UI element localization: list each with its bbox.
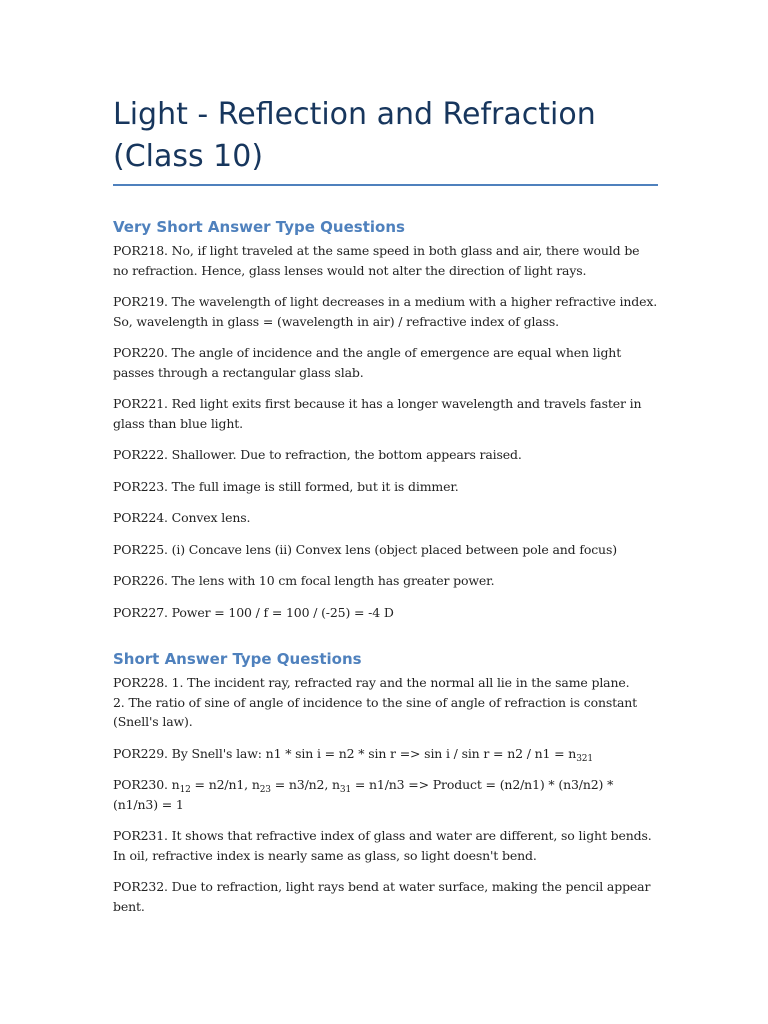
- answer-por226: POR226. The lens with 10 cm focal length has greater power.: [113, 573, 495, 588]
- document-page: [113, 94, 658, 928]
- section-heading-short: Short Answer Type Questions: [113, 650, 362, 668]
- answer-por230: [113, 775, 658, 814]
- answer-por219: POR219. The wavelength of light decreases in a medium with a higher refractive index. So, wavelength in glass = (wavelength in air) / refractive index of glass.: [113, 294, 658, 329]
- answer-por222: POR222. Shallower. Due to refraction, the bottom appears raised.: [113, 447, 522, 462]
- answer-por229-text: POR229. By Snell's law: n1 * sin i = n2 * sin r => sin i / sin r = n2 / n1 = n: [113, 745, 577, 761]
- document-title: Light - Reflection and Refraction (Class 10): [113, 97, 596, 174]
- section-heading-very-short: Very Short Answer Type Questions: [113, 218, 405, 236]
- answer-por228-line2: 2. The ratio of sine of angle of incidence to the sine of angle of refraction is constant (Snell's law).: [113, 694, 638, 729]
- answer-por221: POR221. Red light exits first because it has a longer wavelength and travels faster in glass than blue light.: [113, 396, 642, 431]
- answer-por230-part3: = n3/n2, n: [270, 777, 340, 792]
- subscript-12: 12: [179, 785, 191, 795]
- answer-por225: POR225. (i) Concave lens (ii) Convex lens (object placed between pole and focus): [113, 541, 617, 557]
- subscript-23: 23: [259, 785, 271, 795]
- answer-por229: [113, 744, 658, 764]
- answer-por218: POR218. No, if light traveled at the same speed in both glass and air, there would be no refraction. Hence, glass lenses would not alter the direction of light rays.: [113, 243, 640, 278]
- answer-por231: POR231. It shows that refractive index of glass and water are different, so light bends. In oil, refractive index is nearly same as glass, so light doesn't bend.: [113, 828, 652, 863]
- title-underline: [113, 184, 658, 186]
- answer-por232: POR232. Due to refraction, light rays bend at water surface, making the pencil appear bent.: [113, 879, 651, 914]
- subscript-321: 321: [576, 753, 593, 764]
- answer-por230-part2: = n2/n1, n: [190, 777, 260, 792]
- answer-por223: POR223. The full image is still formed, but it is dimmer.: [113, 478, 459, 494]
- answer-por228: [113, 673, 658, 732]
- answer-por224: POR224. Convex lens.: [113, 510, 251, 525]
- answer-por230-part4: = n1/n3 => Product = (n2/n1) * (n3/n2) * (n1/n3) = 1: [113, 777, 614, 812]
- answer-por227: POR227. Power = 100 / f = 100 / (-25) = -4 D: [113, 604, 394, 620]
- answer-por228-line1: POR228. 1. The incident ray, refracted ray and the normal all lie in the same plane.: [113, 675, 630, 690]
- answer-por220: POR220. The angle of incidence and the angle of emergence are equal when light passes through a rectangular glass slab.: [113, 345, 622, 380]
- subscript-31: 31: [339, 785, 352, 795]
- answer-por230-part1: POR230. n: [113, 777, 180, 792]
